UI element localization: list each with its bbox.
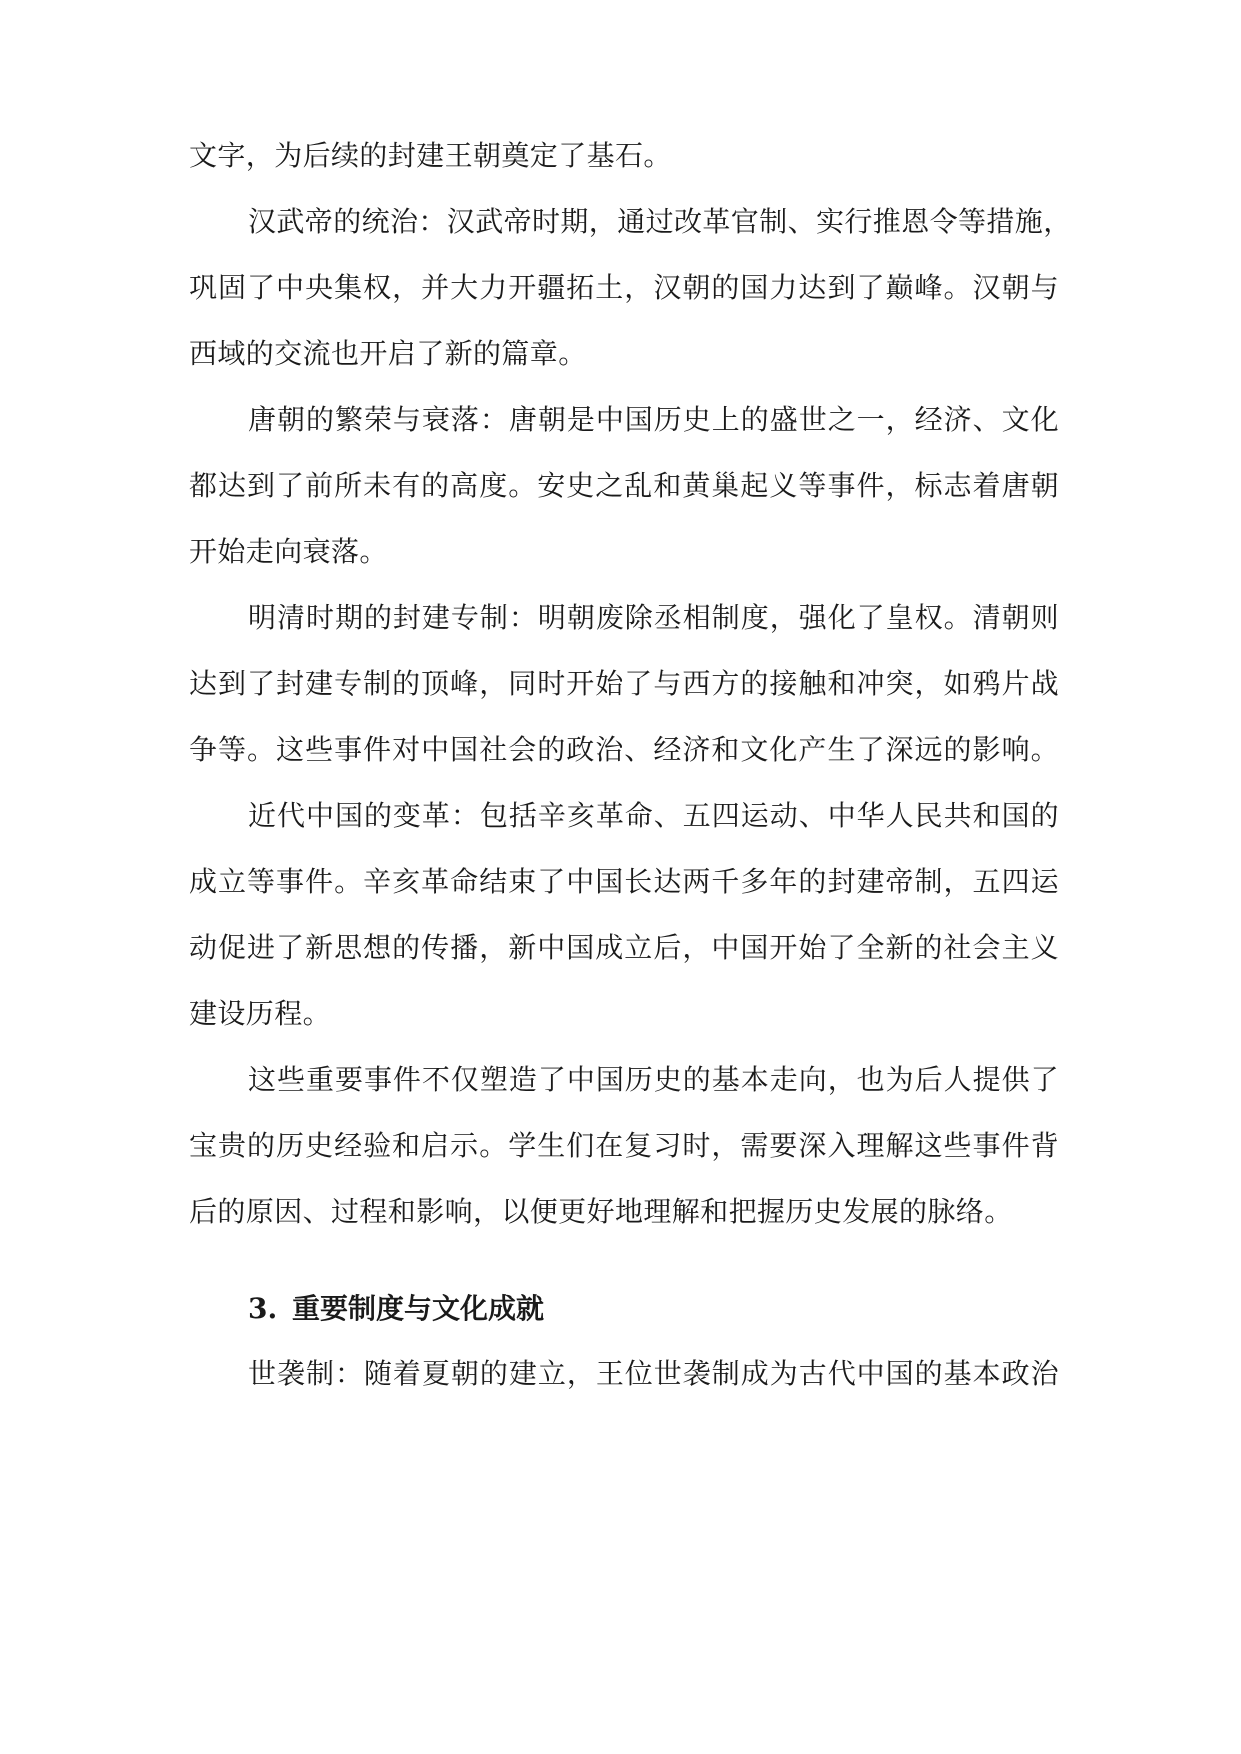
paragraph-line: 开始走向衰落。 bbox=[189, 535, 388, 568]
paragraph-line: 后的原因、过程和影响，以便更好地理解和把握历史发展的脉络。 bbox=[189, 1195, 1013, 1228]
paragraph-line: 西域的交流也开启了新的篇章。 bbox=[189, 337, 587, 370]
paragraph-line: 成立等事件。辛亥革命结束了中国长达两千多年的封建帝制，五四运 bbox=[189, 865, 1059, 898]
paragraph-line: 明清时期的封建专制：明朝废除丞相制度，强化了皇权。清朝则 bbox=[248, 601, 1059, 634]
paragraph-line: 唐朝的繁荣与衰落：唐朝是中国历史上的盛世之一，经济、文化 bbox=[248, 403, 1059, 436]
paragraph-line: 文字，为后续的封建王朝奠定了基石。 bbox=[189, 139, 672, 172]
section-number: 3. bbox=[248, 1292, 278, 1325]
section-heading bbox=[248, 1289, 1059, 1329]
paragraph-line: 都达到了前所未有的高度。安史之乱和黄巢起义等事件，标志着唐朝 bbox=[189, 469, 1059, 502]
paragraph-line: 动促进了新思想的传播，新中国成立后，中国开始了全新的社会主义 bbox=[189, 931, 1059, 964]
paragraph-line: 巩固了中央集权，并大力开疆拓土，汉朝的国力达到了巅峰。汉朝与 bbox=[189, 271, 1059, 304]
paragraph-line: 这些重要事件不仅塑造了中国历史的基本走向，也为后人提供了 bbox=[248, 1063, 1059, 1096]
paragraph-line: 宝贵的历史经验和启示。学生们在复习时，需要深入理解这些事件背 bbox=[189, 1129, 1059, 1162]
paragraph-line: 近代中国的变革：包括辛亥革命、五四运动、中华人民共和国的 bbox=[248, 799, 1059, 832]
paragraph-line: 争等。这些事件对中国社会的政治、经济和文化产生了深远的影响。 bbox=[189, 733, 1059, 766]
paragraph-line: 汉武帝的统治：汉武帝时期，通过改革官制、实行推恩令等措施， bbox=[248, 205, 1072, 238]
section-title: 重要制度与文化成就 bbox=[292, 1292, 545, 1325]
paragraph-line: 世袭制：随着夏朝的建立，王位世袭制成为古代中国的基本政治 bbox=[248, 1357, 1059, 1390]
paragraph-line: 达到了封建专制的顶峰，同时开始了与西方的接触和冲突，如鸦片战 bbox=[189, 667, 1059, 700]
paragraph-line: 建设历程。 bbox=[189, 997, 332, 1030]
